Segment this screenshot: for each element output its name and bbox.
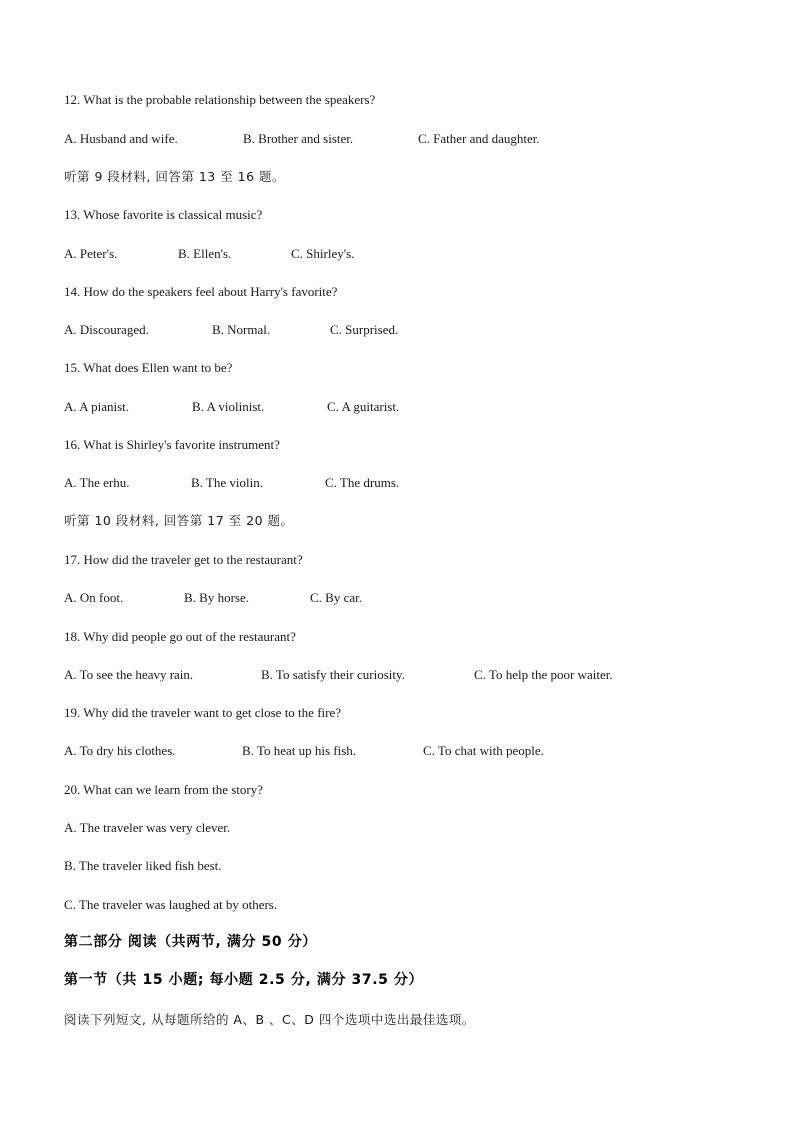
option-17-a: A. On foot. bbox=[64, 590, 124, 605]
option-14-c: C. Surprised. bbox=[330, 322, 399, 337]
question-16: 16. What is Shirley's favorite instrument? bbox=[64, 437, 280, 452]
question-14: 14. How do the speakers feel about Harry's favorite? bbox=[64, 284, 338, 299]
option-20-a: A. The traveler was very clever. bbox=[64, 820, 231, 835]
option-18-c: C. To help the poor waiter. bbox=[474, 667, 613, 682]
question-19: 19. Why did the traveler want to get close to the fire? bbox=[64, 705, 341, 720]
option-12-b: B. Brother and sister. bbox=[243, 131, 354, 146]
option-19-c: C. To chat with people. bbox=[423, 743, 544, 758]
option-16-a: A. The erhu. bbox=[64, 475, 130, 490]
option-15-a: A. A pianist. bbox=[64, 399, 130, 414]
option-18-b: B. To satisfy their curiosity. bbox=[261, 667, 405, 682]
option-15-c: C. A guitarist. bbox=[327, 399, 400, 414]
question-18: 18. Why did people go out of the restaurant? bbox=[64, 629, 296, 644]
question-17: 17. How did the traveler get to the restaurant? bbox=[64, 552, 303, 567]
section-one-heading: 第一节（共 15 小题; 每小题 2.5 分, 满分 37.5 分） bbox=[64, 972, 424, 988]
option-12-c: C. Father and daughter. bbox=[418, 131, 540, 146]
option-18-a: A. To see the heavy rain. bbox=[64, 667, 194, 682]
option-14-a: A. Discouraged. bbox=[64, 322, 149, 337]
option-20-c: C. The traveler was laughed at by others. bbox=[64, 897, 278, 912]
question-15: 15. What does Ellen want to be? bbox=[64, 360, 233, 375]
option-16-c: C. The drums. bbox=[325, 475, 400, 490]
option-17-c: C. By car. bbox=[310, 590, 362, 605]
option-12-a: A. Husband and wife. bbox=[64, 131, 178, 146]
part-two-heading: 第二部分 阅读（共两节, 满分 50 分） bbox=[64, 934, 317, 950]
option-19-b: B. To heat up his fish. bbox=[242, 743, 357, 758]
question-20: 20. What can we learn from the story? bbox=[64, 782, 264, 797]
listening-instruction-9: 听第 9 段材料, 回答第 13 至 16 题。 bbox=[64, 169, 286, 184]
question-12: 12. What is the probable relationship between the speakers? bbox=[64, 92, 376, 107]
option-16-b: B. The violin. bbox=[191, 475, 263, 490]
option-17-b: B. By horse. bbox=[184, 590, 249, 605]
option-14-b: B. Normal. bbox=[212, 322, 271, 337]
option-15-b: B. A violinist. bbox=[192, 399, 265, 414]
reading-instruction: 阅读下列短文, 从每题所给的 A、B 、C、D 四个选项中选出最佳选项。 bbox=[64, 1012, 475, 1027]
question-13: 13. Whose favorite is classical music? bbox=[64, 207, 263, 222]
option-13-c: C. Shirley's. bbox=[291, 246, 355, 261]
option-20-b: B. The traveler liked fish best. bbox=[64, 858, 222, 873]
listening-instruction-10: 听第 10 段材料, 回答第 17 至 20 题。 bbox=[64, 513, 294, 528]
option-13-a: A. Peter's. bbox=[64, 246, 118, 261]
option-19-a: A. To dry his clothes. bbox=[64, 743, 176, 758]
option-13-b: B. Ellen's. bbox=[178, 246, 232, 261]
